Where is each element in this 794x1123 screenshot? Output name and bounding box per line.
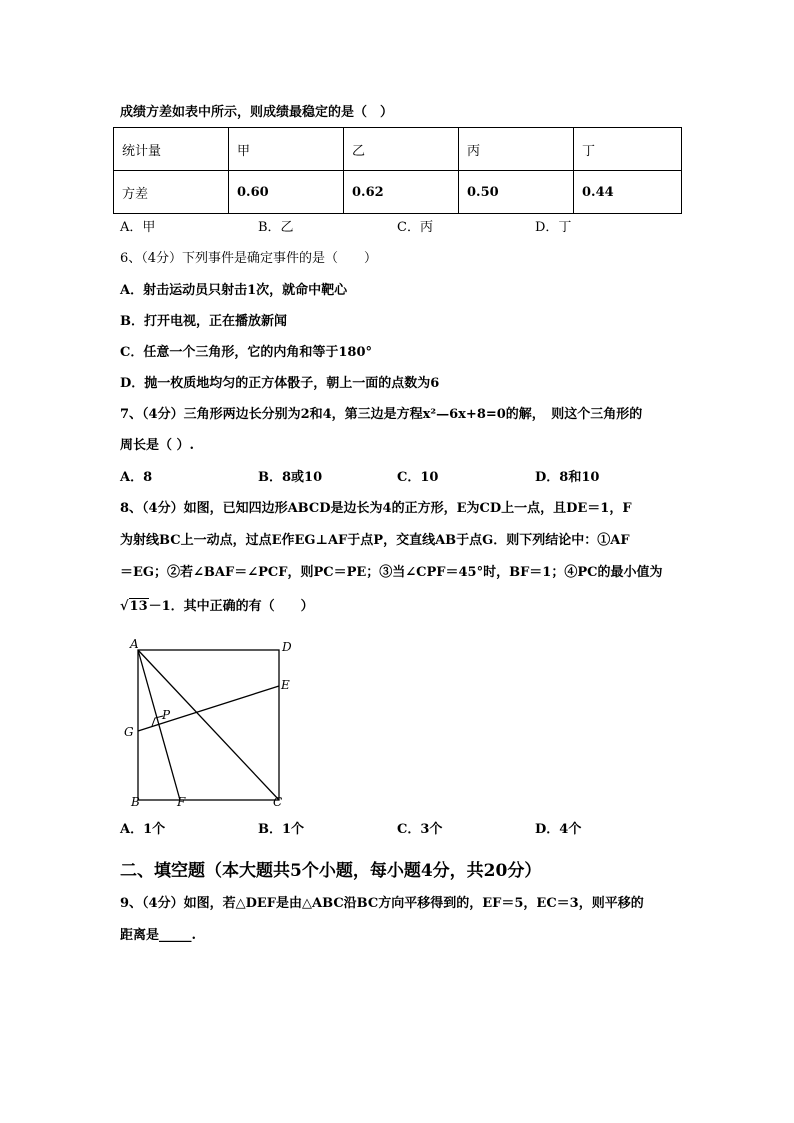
table-cell: 丁 <box>574 128 682 171</box>
table-cell: 0.60 <box>229 171 344 214</box>
table-cell: 方差 <box>114 171 229 214</box>
q8-option-c[interactable]: C．3个 <box>397 822 443 837</box>
q8-option-d[interactable]: D．4个 <box>535 822 582 837</box>
q8-option-a[interactable]: A．1个 <box>120 822 166 837</box>
table-cell: 0.50 <box>459 171 574 214</box>
variance-table <box>113 127 682 214</box>
table-cell: 丙 <box>459 128 574 171</box>
sqrt-expression: √13 <box>120 599 148 614</box>
q6-option-b[interactable]: B．打开电视，正在播放新闻 <box>120 314 287 329</box>
label-e: E <box>281 678 290 692</box>
table-cell: 0.62 <box>344 171 459 214</box>
q8-line2: 为射线BC上一动点，过点E作EG⊥AF于点P，交直线AB于点G．则下列结论中：①AF <box>120 533 630 548</box>
label-g: G <box>124 725 134 739</box>
table-cell: 甲 <box>229 128 344 171</box>
q5-option-a[interactable]: A．甲 <box>120 220 156 235</box>
q7-stem-line2: 周长是（ ）. <box>120 438 195 453</box>
q5-option-d[interactable]: D．丁 <box>535 220 572 235</box>
table-cell: 0.44 <box>574 171 682 214</box>
q8-line1: 8、（4分）如图，已知四边形ABCD是边长为4的正方形，E为CD上一点，且DE＝1，F <box>120 501 632 516</box>
square-figure <box>118 636 298 812</box>
sqrt-radicand: 13 <box>129 599 148 614</box>
q8-line3: ＝EG；②若∠BAF＝∠PCF，则PC＝PE；③当∠CPF＝45°时，BF＝1；④PC的最小值为 <box>120 565 663 580</box>
q5-intro: 成绩方差如表中所示，则成绩最稳定的是（ ） <box>120 105 394 120</box>
label-a: A <box>130 637 139 651</box>
q7-option-d[interactable]: D．8和10 <box>535 470 600 485</box>
table-row <box>114 171 682 214</box>
q6-option-d[interactable]: D．抛一枚质地均匀的正方体骰子，朝上一面的点数为6 <box>120 376 440 391</box>
table-header-row <box>114 128 682 171</box>
q7-option-c[interactable]: C．10 <box>397 470 439 485</box>
q7-option-b[interactable]: B．8或10 <box>258 470 323 485</box>
table-cell: 统计量 <box>114 128 229 171</box>
q6-stem: 6、（4分）下列事件是确定事件的是（ ） <box>120 251 378 266</box>
q8-line4 <box>120 598 314 616</box>
label-c: C <box>273 795 283 809</box>
q5-option-c[interactable]: C．丙 <box>397 220 433 235</box>
q6-option-a[interactable]: A．射击运动员只射击1次，就命中靶心 <box>120 283 348 298</box>
q7-option-a[interactable]: A．8 <box>120 470 153 485</box>
q8-option-b[interactable]: B．1个 <box>258 822 305 837</box>
q9-line2: 距离是_____. <box>120 928 197 943</box>
label-f: F <box>177 795 186 809</box>
q6-option-c[interactable]: C．任意一个三角形，它的内角和等于180° <box>120 345 372 360</box>
q9-line1: 9、（4分）如图，若△DEF是由△ABC沿BC方向平移得到的，EF＝5，EC＝3，则平移的 <box>120 896 644 911</box>
section-heading: 二、填空题（本大题共5个小题，每小题4分，共20分） <box>120 861 542 881</box>
label-p: P <box>162 708 171 722</box>
q8-line4-text: －1．其中正确的有（ ） <box>148 599 314 614</box>
label-d: D <box>282 640 292 654</box>
q5-option-b[interactable]: B．乙 <box>258 220 294 235</box>
q7-stem-line1: 7、（4分）三角形两边长分别为2和4，第三边是方程x²—6x+8=0的解， 则这个三角形的 <box>120 407 643 422</box>
label-b: B <box>131 795 140 809</box>
table-cell: 乙 <box>344 128 459 171</box>
